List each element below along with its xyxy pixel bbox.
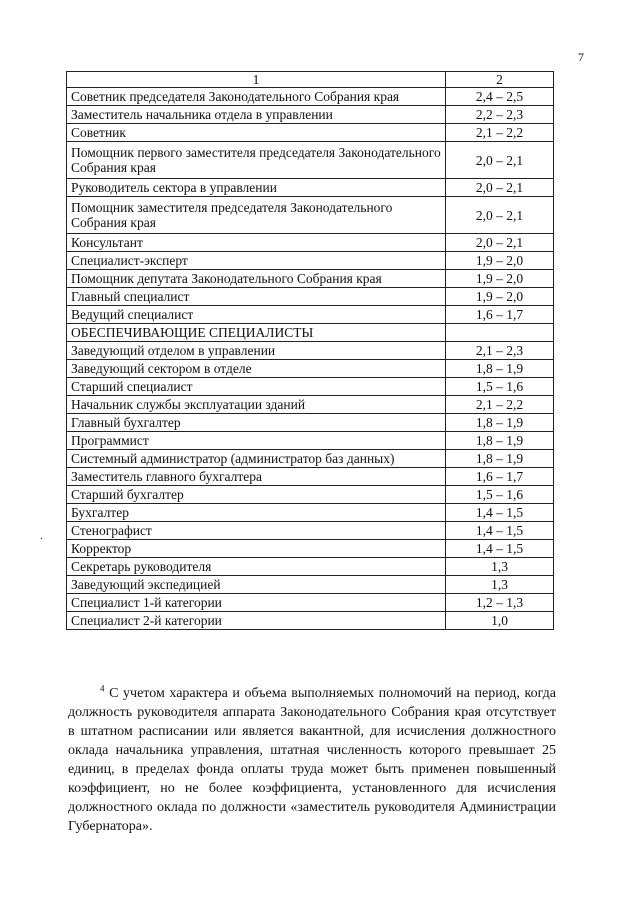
coefficient-cell: 2,0 – 2,1 (446, 142, 554, 179)
coefficient-cell: 1,9 – 2,0 (446, 270, 554, 288)
position-cell: Главный специалист (67, 288, 446, 306)
position-cell: Начальник службы эксплуатации зданий (67, 396, 446, 414)
table-header-row (67, 72, 554, 88)
position-cell: Бухгалтер (67, 504, 446, 522)
coefficient-cell: 1,5 – 1,6 (446, 486, 554, 504)
position-cell: Советник (67, 124, 446, 142)
position-cell: Заместитель главного бухгалтера (67, 468, 446, 486)
table-row (67, 124, 554, 142)
position-cell: Секретарь руководителя (67, 558, 446, 576)
position-cell: Заведующий сектором в отделе (67, 360, 446, 378)
position-cell: Корректор (67, 540, 446, 558)
position-cell: Помощник первого заместителя председателя Законодательного Собрания края (67, 142, 446, 179)
position-cell: Стенографист (67, 522, 446, 540)
position-cell: Заместитель начальника отдела в управлении (67, 106, 446, 124)
coefficient-cell: 1,3 (446, 558, 554, 576)
table-row (67, 432, 554, 450)
coefficient-cell: 1,9 – 2,0 (446, 252, 554, 270)
table-row (67, 288, 554, 306)
coefficient-cell: 1,4 – 1,5 (446, 522, 554, 540)
coefficient-cell: 1,3 (446, 576, 554, 594)
table-row (67, 414, 554, 432)
position-cell: Программист (67, 432, 446, 450)
table-row (67, 558, 554, 576)
table-row (67, 396, 554, 414)
table-row (67, 88, 554, 106)
position-cell: Старший бухгалтер (67, 486, 446, 504)
table-row (67, 360, 554, 378)
table-row (67, 306, 554, 324)
table-row (67, 234, 554, 252)
coefficient-cell: 1,8 – 1,9 (446, 414, 554, 432)
table-row (67, 324, 554, 342)
coefficient-cell: 2,1 – 2,2 (446, 396, 554, 414)
table-row (67, 197, 554, 234)
table-row (67, 540, 554, 558)
position-cell: Старший специалист (67, 378, 446, 396)
coefficient-cell (446, 324, 554, 342)
position-cell: ОБЕСПЕЧИВАЮЩИЕ СПЕЦИАЛИСТЫ (67, 324, 446, 342)
position-cell: Заведующий экспедицией (67, 576, 446, 594)
position-cell: Специалист 2-й категории (67, 612, 446, 630)
coefficient-cell: 1,4 – 1,5 (446, 504, 554, 522)
position-cell: Помощник заместителя председателя Законодательного Собрания края (67, 197, 446, 234)
table-row (67, 504, 554, 522)
coefficient-cell: 2,4 – 2,5 (446, 88, 554, 106)
position-cell: Советник председателя Законодательного Собрания края (67, 88, 446, 106)
coefficient-cell: 1,0 (446, 612, 554, 630)
position-cell: Консультант (67, 234, 446, 252)
table-row (67, 179, 554, 197)
table-row (67, 468, 554, 486)
footnote (68, 684, 556, 836)
coefficient-cell: 1,6 – 1,7 (446, 468, 554, 486)
coefficient-table (66, 71, 554, 630)
position-cell: Заведующий отделом в управлении (67, 342, 446, 360)
table-row (67, 252, 554, 270)
position-cell: Специалист-эксперт (67, 252, 446, 270)
coefficient-cell: 1,4 – 1,5 (446, 540, 554, 558)
coefficient-cell: 2,0 – 2,1 (446, 197, 554, 234)
coefficient-cell: 2,1 – 2,2 (446, 124, 554, 142)
position-cell: Ведущий специалист (67, 306, 446, 324)
table-row (67, 522, 554, 540)
page-number: 7 (578, 50, 584, 64)
table-row (67, 486, 554, 504)
coefficient-cell: 1,8 – 1,9 (446, 450, 554, 468)
coefficient-cell: 1,8 – 1,9 (446, 360, 554, 378)
coefficient-cell: 2,0 – 2,1 (446, 234, 554, 252)
coefficient-cell: 2,0 – 2,1 (446, 179, 554, 197)
coefficient-cell: 1,9 – 2,0 (446, 288, 554, 306)
position-cell: Помощник депутата Законодательного Собрания края (67, 270, 446, 288)
header-col-1: 1 (67, 72, 446, 88)
coefficient-cell: 1,6 – 1,7 (446, 306, 554, 324)
coefficient-cell: 1,2 – 1,3 (446, 594, 554, 612)
table-row (67, 270, 554, 288)
table-row (67, 142, 554, 179)
table-row (67, 378, 554, 396)
position-cell: Руководитель сектора в управлении (67, 179, 446, 197)
footnote-text: С учетом характера и объема выполняемых полномочий на период, когда должность руководителя аппарата Законодательного Собрания края отсутствует в штатном расписании или является вакантной, для исчисления должностного оклада начальника управления, штатная численность которого превышает 25 единиц, в пределах фонда оплаты труда может быть применен повышенный коэффициент, но не более коэффициента, установленного для исчисления должностного оклада по должности «заместитель руководителя Администрации Губернатора». (68, 686, 556, 834)
coefficient-cell: 2,2 – 2,3 (446, 106, 554, 124)
header-col-2: 2 (446, 72, 554, 88)
coefficient-cell: 2,1 – 2,3 (446, 342, 554, 360)
position-cell: Системный администратор (администратор баз данных) (67, 450, 446, 468)
position-cell: Главный бухгалтер (67, 414, 446, 432)
table-row (67, 576, 554, 594)
table-row (67, 450, 554, 468)
position-cell: Специалист 1-й категории (67, 594, 446, 612)
table-row (67, 106, 554, 124)
table-row (67, 594, 554, 612)
footnote-mark: 4 (100, 683, 105, 694)
table-row (67, 612, 554, 630)
table-row (67, 342, 554, 360)
margin-dot: . (40, 528, 43, 542)
coefficient-cell: 1,5 – 1,6 (446, 378, 554, 396)
coefficient-cell: 1,8 – 1,9 (446, 432, 554, 450)
